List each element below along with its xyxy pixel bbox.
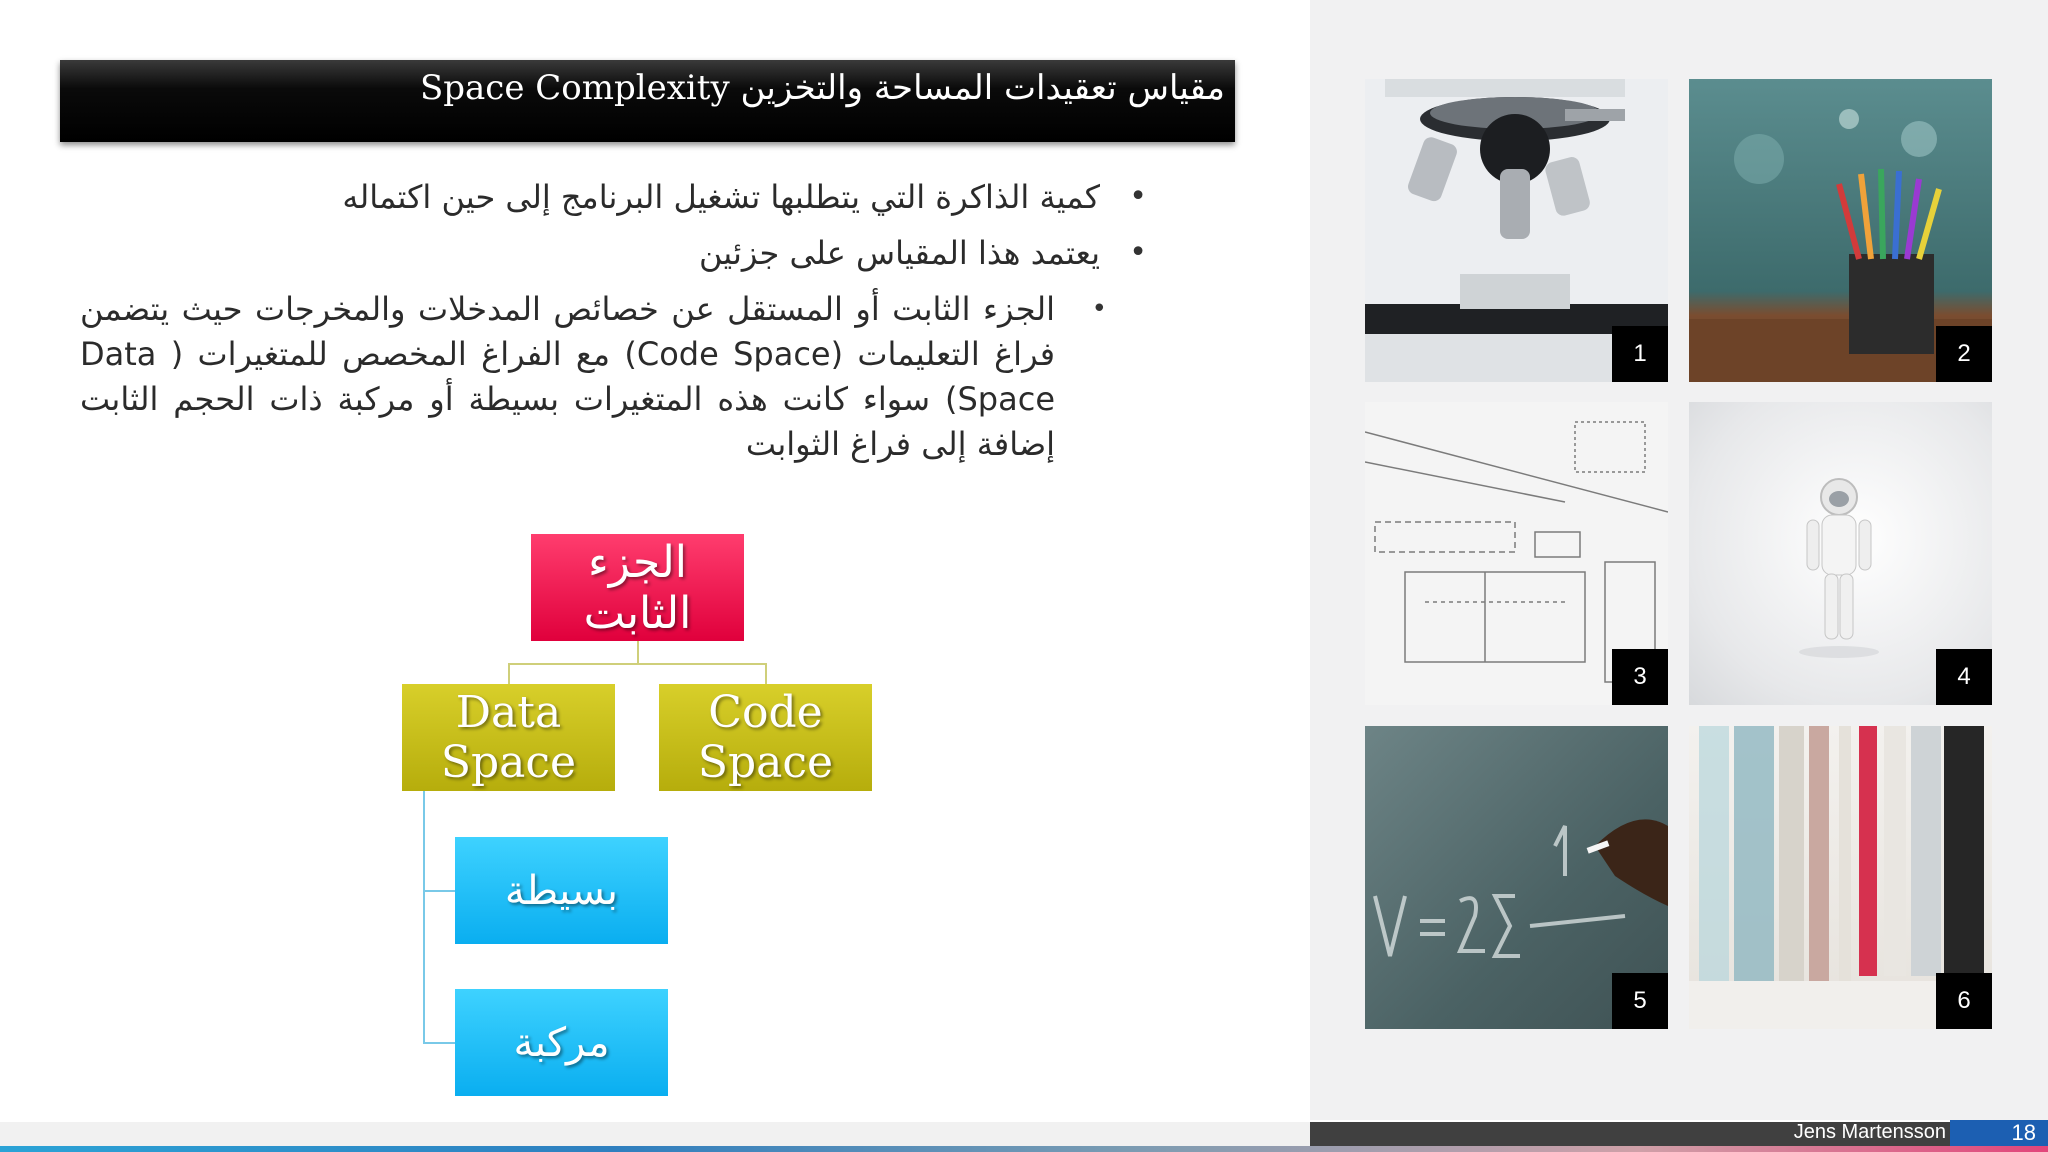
simple-box: [455, 837, 668, 944]
sub-bullet-text: الجزء الثابت أو المستقل عن خصائص المدخلات والمخرجات حيث يتضمن فراغ التعليمات (Code Space) مع الفراغ المخصص للمتغيرات ( Data Space) سواء كانت هذه المتغيرات بسيطة أو مركبة ذات الحجم الثابت إضافة إلى فراغ الثوابت: [80, 290, 1056, 463]
bullet-marker: •: [1091, 294, 1107, 324]
connector-line: [508, 663, 510, 684]
diagram-root-box: [531, 534, 744, 641]
data-space-box: [402, 684, 615, 791]
compound-label: مركبة: [513, 1019, 610, 1066]
compound-box: [455, 989, 668, 1096]
simple-label: بسيطة: [504, 867, 619, 914]
microscope-photo: [1365, 79, 1668, 382]
photo-number: 2: [1936, 326, 1992, 382]
bullet-marker: •: [1129, 179, 1147, 214]
connector-line: [637, 641, 639, 664]
photo-number: 3: [1612, 649, 1668, 705]
chalkboard-math-photo: [1365, 726, 1668, 1029]
photo-number: 1: [1612, 326, 1668, 382]
bullet-item: [80, 231, 1155, 275]
bullet-text: يعتمد هذا المقياس على جزئين: [698, 234, 1100, 272]
bullet-list: [80, 175, 1155, 479]
code-space-label-line1: Code: [708, 686, 823, 738]
footer-stripe: [0, 1146, 2048, 1152]
colored-pencils-photo: [1689, 79, 1992, 382]
blueprint-photo: [1365, 402, 1668, 705]
sub-bullet-item: [80, 287, 1155, 467]
books-photo: [1689, 726, 1992, 1029]
bullet-marker: •: [1129, 235, 1147, 270]
connector-line: [423, 890, 455, 892]
code-space-label-line2: Space: [697, 736, 834, 788]
page-number: 18: [1950, 1120, 2048, 1146]
photo-number: 5: [1612, 973, 1668, 1029]
connector-line: [765, 663, 767, 684]
data-space-label-line1: Data: [455, 686, 562, 738]
photo-number: 6: [1936, 973, 1992, 1029]
title-bar: [60, 60, 1235, 142]
connector-line: [423, 1042, 455, 1044]
footer-author: Jens Martensson: [1793, 1121, 1946, 1143]
connector-line: [508, 663, 766, 665]
bullet-item: [80, 175, 1155, 219]
code-space-box: [659, 684, 872, 791]
slide-title: مقياس تعقيدات المساحة والتخزين Space Complexity: [419, 68, 1225, 108]
bullet-text: كمية الذاكرة التي يتطلبها تشغيل البرنامج إلى حين اكتماله: [342, 178, 1100, 216]
connector-line: [423, 791, 425, 1043]
astronaut-photo: [1689, 402, 1992, 705]
photo-number: 4: [1936, 649, 1992, 705]
root-label: الجزء الثابت: [583, 536, 692, 639]
data-space-label-line2: Space: [440, 736, 577, 788]
